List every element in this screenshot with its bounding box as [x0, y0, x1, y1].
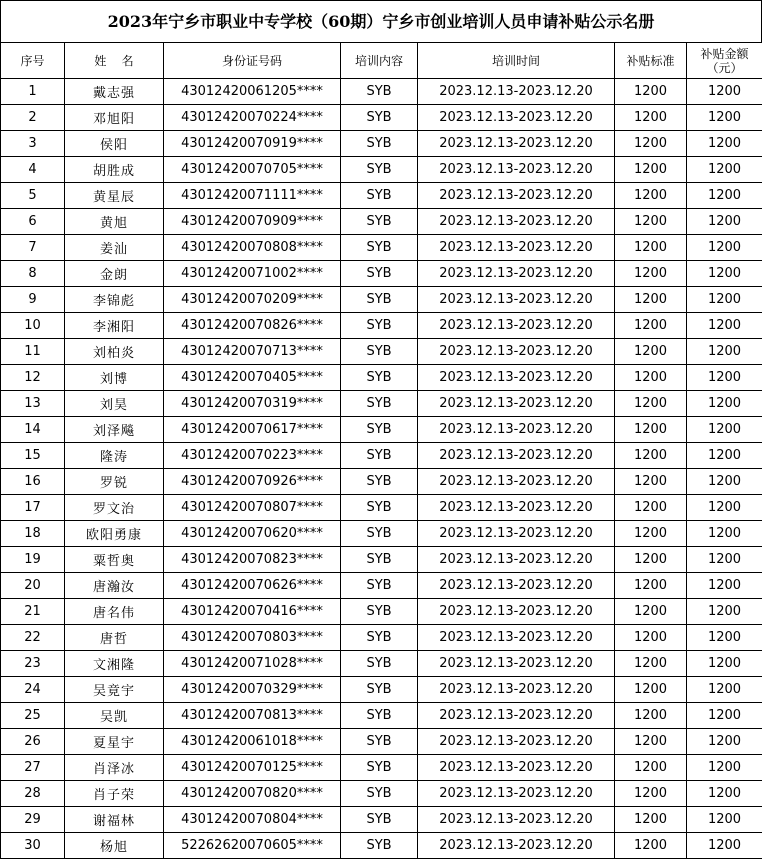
cell-standard: 1200: [615, 183, 687, 209]
table-row: [1, 755, 762, 781]
cell-id: 43012420070405****: [164, 365, 341, 391]
cell-amount: 1200: [687, 209, 762, 235]
cell-id: 43012420070807****: [164, 495, 341, 521]
table-row: [1, 625, 762, 651]
cell-name: 刘博: [65, 365, 164, 391]
table-header-row: [1, 43, 762, 79]
cell-name: 李湘阳: [65, 313, 164, 339]
cell-amount: 1200: [687, 833, 762, 859]
cell-seq: 21: [1, 599, 65, 625]
cell-seq: 29: [1, 807, 65, 833]
cell-time: 2023.12.13-2023.12.20: [418, 261, 615, 287]
cell-name: 唐名伟: [65, 599, 164, 625]
cell-content: SYB: [341, 703, 418, 729]
cell-name: 刘泽飚: [65, 417, 164, 443]
cell-name: 谢福林: [65, 807, 164, 833]
table-row: [1, 391, 762, 417]
cell-amount: 1200: [687, 131, 762, 157]
cell-amount: 1200: [687, 521, 762, 547]
cell-name: 黄星辰: [65, 183, 164, 209]
cell-time: 2023.12.13-2023.12.20: [418, 235, 615, 261]
cell-seq: 19: [1, 547, 65, 573]
cell-seq: 17: [1, 495, 65, 521]
table-row: [1, 781, 762, 807]
cell-amount: 1200: [687, 651, 762, 677]
cell-time: 2023.12.13-2023.12.20: [418, 573, 615, 599]
cell-standard: 1200: [615, 781, 687, 807]
cell-id: 43012420070329****: [164, 677, 341, 703]
cell-id: 43012420070705****: [164, 157, 341, 183]
cell-standard: 1200: [615, 261, 687, 287]
cell-standard: 1200: [615, 417, 687, 443]
header-content: 培训内容: [341, 43, 418, 79]
cell-standard: 1200: [615, 443, 687, 469]
cell-amount: 1200: [687, 79, 762, 105]
cell-seq: 3: [1, 131, 65, 157]
cell-seq: 7: [1, 235, 65, 261]
cell-time: 2023.12.13-2023.12.20: [418, 443, 615, 469]
table-row: [1, 495, 762, 521]
cell-standard: 1200: [615, 521, 687, 547]
cell-standard: 1200: [615, 339, 687, 365]
header-amount-line2: （元）: [706, 61, 742, 75]
cell-content: SYB: [341, 157, 418, 183]
cell-seq: 25: [1, 703, 65, 729]
cell-standard: 1200: [615, 287, 687, 313]
cell-standard: 1200: [615, 209, 687, 235]
cell-content: SYB: [341, 79, 418, 105]
cell-id: 43012420070125****: [164, 755, 341, 781]
cell-time: 2023.12.13-2023.12.20: [418, 495, 615, 521]
cell-id: 43012420070823****: [164, 547, 341, 573]
table-row: [1, 469, 762, 495]
table-row: [1, 79, 762, 105]
cell-standard: 1200: [615, 833, 687, 859]
table-row: [1, 339, 762, 365]
cell-amount: 1200: [687, 573, 762, 599]
cell-standard: 1200: [615, 391, 687, 417]
cell-seq: 28: [1, 781, 65, 807]
cell-seq: 24: [1, 677, 65, 703]
cell-standard: 1200: [615, 807, 687, 833]
cell-name: 李锦彪: [65, 287, 164, 313]
cell-name: 戴志强: [65, 79, 164, 105]
cell-content: SYB: [341, 365, 418, 391]
cell-id: 43012420070416****: [164, 599, 341, 625]
header-seq: 序号: [1, 43, 65, 79]
cell-name: 金朗: [65, 261, 164, 287]
cell-content: SYB: [341, 131, 418, 157]
cell-seq: 8: [1, 261, 65, 287]
cell-standard: 1200: [615, 157, 687, 183]
cell-id: 43012420071028****: [164, 651, 341, 677]
document-title: 2023年宁乡市职业中专学校（60期）宁乡市创业培训人员申请补贴公示名册: [0, 0, 762, 42]
cell-time: 2023.12.13-2023.12.20: [418, 105, 615, 131]
cell-seq: 18: [1, 521, 65, 547]
cell-time: 2023.12.13-2023.12.20: [418, 417, 615, 443]
cell-standard: 1200: [615, 131, 687, 157]
cell-amount: 1200: [687, 625, 762, 651]
table-row: [1, 313, 762, 339]
cell-standard: 1200: [615, 625, 687, 651]
cell-id: 43012420070224****: [164, 105, 341, 131]
cell-seq: 4: [1, 157, 65, 183]
header-time: 培训时间: [418, 43, 615, 79]
cell-time: 2023.12.13-2023.12.20: [418, 157, 615, 183]
cell-amount: 1200: [687, 365, 762, 391]
cell-time: 2023.12.13-2023.12.20: [418, 391, 615, 417]
cell-standard: 1200: [615, 573, 687, 599]
cell-name: 夏星宇: [65, 729, 164, 755]
cell-amount: 1200: [687, 703, 762, 729]
cell-name: 罗锐: [65, 469, 164, 495]
cell-content: SYB: [341, 521, 418, 547]
cell-time: 2023.12.13-2023.12.20: [418, 625, 615, 651]
cell-id: 43012420070626****: [164, 573, 341, 599]
cell-amount: 1200: [687, 313, 762, 339]
table-row: [1, 443, 762, 469]
cell-name: 黄旭: [65, 209, 164, 235]
cell-standard: 1200: [615, 79, 687, 105]
cell-time: 2023.12.13-2023.12.20: [418, 339, 615, 365]
table-row: [1, 287, 762, 313]
cell-name: 胡胜成: [65, 157, 164, 183]
cell-standard: 1200: [615, 469, 687, 495]
cell-time: 2023.12.13-2023.12.20: [418, 209, 615, 235]
cell-content: SYB: [341, 313, 418, 339]
cell-standard: 1200: [615, 313, 687, 339]
cell-standard: 1200: [615, 677, 687, 703]
cell-seq: 23: [1, 651, 65, 677]
cell-name: 肖子荣: [65, 781, 164, 807]
cell-standard: 1200: [615, 599, 687, 625]
cell-name: 姜汕: [65, 235, 164, 261]
cell-name: 杨旭: [65, 833, 164, 859]
cell-amount: 1200: [687, 157, 762, 183]
cell-amount: 1200: [687, 339, 762, 365]
cell-amount: 1200: [687, 235, 762, 261]
cell-content: SYB: [341, 807, 418, 833]
cell-time: 2023.12.13-2023.12.20: [418, 599, 615, 625]
cell-standard: 1200: [615, 755, 687, 781]
cell-seq: 6: [1, 209, 65, 235]
cell-name: 文湘隆: [65, 651, 164, 677]
cell-content: SYB: [341, 209, 418, 235]
cell-name: 吴竟宇: [65, 677, 164, 703]
cell-amount: 1200: [687, 417, 762, 443]
table-row: [1, 677, 762, 703]
cell-id: 43012420070319****: [164, 391, 341, 417]
cell-seq: 27: [1, 755, 65, 781]
header-name: 姓 名: [65, 43, 164, 79]
cell-time: 2023.12.13-2023.12.20: [418, 755, 615, 781]
table-row: [1, 417, 762, 443]
cell-name: 刘柏炎: [65, 339, 164, 365]
cell-seq: 13: [1, 391, 65, 417]
cell-id: 43012420070617****: [164, 417, 341, 443]
cell-standard: 1200: [615, 105, 687, 131]
cell-content: SYB: [341, 287, 418, 313]
cell-standard: 1200: [615, 729, 687, 755]
table-row: [1, 599, 762, 625]
cell-content: SYB: [341, 651, 418, 677]
cell-time: 2023.12.13-2023.12.20: [418, 521, 615, 547]
cell-time: 2023.12.13-2023.12.20: [418, 833, 615, 859]
table-row: [1, 157, 762, 183]
cell-amount: 1200: [687, 755, 762, 781]
cell-time: 2023.12.13-2023.12.20: [418, 677, 615, 703]
cell-content: SYB: [341, 469, 418, 495]
cell-standard: 1200: [615, 235, 687, 261]
table-row: [1, 131, 762, 157]
cell-time: 2023.12.13-2023.12.20: [418, 469, 615, 495]
cell-content: SYB: [341, 573, 418, 599]
table-row: [1, 547, 762, 573]
cell-amount: 1200: [687, 729, 762, 755]
cell-amount: 1200: [687, 469, 762, 495]
cell-time: 2023.12.13-2023.12.20: [418, 651, 615, 677]
cell-amount: 1200: [687, 807, 762, 833]
cell-id: 43012420071111****: [164, 183, 341, 209]
cell-id: 43012420061018****: [164, 729, 341, 755]
table-row: [1, 573, 762, 599]
cell-time: 2023.12.13-2023.12.20: [418, 131, 615, 157]
cell-name: 隆涛: [65, 443, 164, 469]
cell-seq: 30: [1, 833, 65, 859]
cell-id: 43012420070926****: [164, 469, 341, 495]
cell-name: 吴凯: [65, 703, 164, 729]
cell-standard: 1200: [615, 703, 687, 729]
cell-standard: 1200: [615, 365, 687, 391]
cell-seq: 5: [1, 183, 65, 209]
cell-name: 肖泽冰: [65, 755, 164, 781]
cell-id: 43012420070209****: [164, 287, 341, 313]
cell-content: SYB: [341, 417, 418, 443]
cell-standard: 1200: [615, 547, 687, 573]
cell-seq: 14: [1, 417, 65, 443]
cell-name: 唐哲: [65, 625, 164, 651]
cell-content: SYB: [341, 599, 418, 625]
cell-seq: 10: [1, 313, 65, 339]
cell-content: SYB: [341, 729, 418, 755]
cell-content: SYB: [341, 105, 418, 131]
cell-content: SYB: [341, 261, 418, 287]
table-row: [1, 183, 762, 209]
cell-content: SYB: [341, 235, 418, 261]
cell-amount: 1200: [687, 105, 762, 131]
cell-amount: 1200: [687, 547, 762, 573]
cell-time: 2023.12.13-2023.12.20: [418, 287, 615, 313]
cell-id: 43012420070808****: [164, 235, 341, 261]
table-row: [1, 209, 762, 235]
cell-id: 43012420070820****: [164, 781, 341, 807]
cell-standard: 1200: [615, 495, 687, 521]
cell-time: 2023.12.13-2023.12.20: [418, 807, 615, 833]
header-amount: [687, 43, 762, 79]
cell-content: SYB: [341, 625, 418, 651]
cell-seq: 1: [1, 79, 65, 105]
cell-time: 2023.12.13-2023.12.20: [418, 183, 615, 209]
cell-amount: 1200: [687, 391, 762, 417]
cell-id: 52262620070605****: [164, 833, 341, 859]
cell-name: 罗文治: [65, 495, 164, 521]
header-standard: 补贴标准: [615, 43, 687, 79]
cell-seq: 26: [1, 729, 65, 755]
cell-id: 43012420071002****: [164, 261, 341, 287]
cell-content: SYB: [341, 391, 418, 417]
table-row: [1, 365, 762, 391]
cell-seq: 16: [1, 469, 65, 495]
cell-time: 2023.12.13-2023.12.20: [418, 313, 615, 339]
cell-content: SYB: [341, 495, 418, 521]
cell-seq: 22: [1, 625, 65, 651]
cell-id: 43012420070620****: [164, 521, 341, 547]
cell-seq: 12: [1, 365, 65, 391]
cell-id: 43012420070713****: [164, 339, 341, 365]
cell-seq: 11: [1, 339, 65, 365]
cell-amount: 1200: [687, 677, 762, 703]
cell-amount: 1200: [687, 261, 762, 287]
cell-id: 43012420070223****: [164, 443, 341, 469]
table-row: [1, 729, 762, 755]
header-id: 身份证号码: [164, 43, 341, 79]
cell-time: 2023.12.13-2023.12.20: [418, 729, 615, 755]
cell-content: SYB: [341, 443, 418, 469]
cell-content: SYB: [341, 183, 418, 209]
cell-amount: 1200: [687, 599, 762, 625]
cell-name: 邓旭阳: [65, 105, 164, 131]
cell-content: SYB: [341, 547, 418, 573]
cell-id: 43012420070919****: [164, 131, 341, 157]
cell-amount: 1200: [687, 287, 762, 313]
cell-id: 43012420070803****: [164, 625, 341, 651]
table-row: [1, 703, 762, 729]
cell-name: 唐瀚汝: [65, 573, 164, 599]
cell-standard: 1200: [615, 651, 687, 677]
cell-name: 侯阳: [65, 131, 164, 157]
cell-name: 欧阳勇康: [65, 521, 164, 547]
table-row: [1, 105, 762, 131]
cell-time: 2023.12.13-2023.12.20: [418, 703, 615, 729]
cell-time: 2023.12.13-2023.12.20: [418, 781, 615, 807]
cell-content: SYB: [341, 677, 418, 703]
cell-name: 刘昊: [65, 391, 164, 417]
cell-content: SYB: [341, 755, 418, 781]
table-row: [1, 261, 762, 287]
cell-amount: 1200: [687, 781, 762, 807]
cell-time: 2023.12.13-2023.12.20: [418, 547, 615, 573]
cell-content: SYB: [341, 781, 418, 807]
cell-content: SYB: [341, 833, 418, 859]
cell-time: 2023.12.13-2023.12.20: [418, 79, 615, 105]
cell-amount: 1200: [687, 495, 762, 521]
cell-name: 粟哲奥: [65, 547, 164, 573]
roster-table: [0, 42, 762, 859]
cell-amount: 1200: [687, 183, 762, 209]
cell-id: 43012420070813****: [164, 703, 341, 729]
cell-id: 43012420070804****: [164, 807, 341, 833]
header-amount-line1: 补贴金额: [700, 47, 748, 61]
cell-seq: 20: [1, 573, 65, 599]
cell-content: SYB: [341, 339, 418, 365]
table-row: [1, 807, 762, 833]
cell-id: 43012420061205****: [164, 79, 341, 105]
cell-id: 43012420070826****: [164, 313, 341, 339]
table-row: [1, 651, 762, 677]
cell-seq: 9: [1, 287, 65, 313]
cell-seq: 15: [1, 443, 65, 469]
cell-id: 43012420070909****: [164, 209, 341, 235]
table-row: [1, 833, 762, 859]
cell-seq: 2: [1, 105, 65, 131]
cell-time: 2023.12.13-2023.12.20: [418, 365, 615, 391]
table-row: [1, 235, 762, 261]
cell-amount: 1200: [687, 443, 762, 469]
table-row: [1, 521, 762, 547]
